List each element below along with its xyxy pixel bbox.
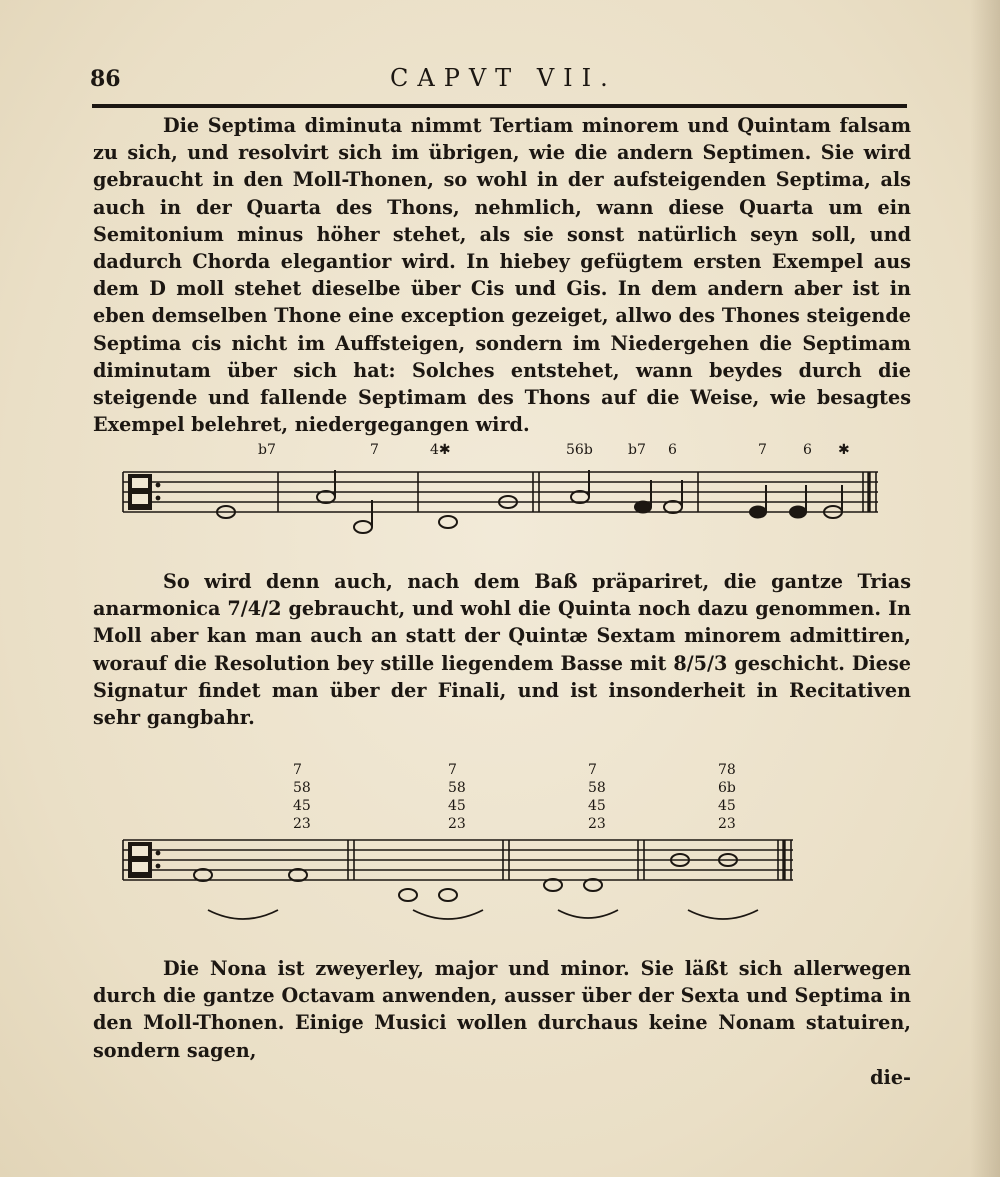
figured-bass-1 bbox=[258, 442, 850, 458]
page-number: 86 bbox=[90, 66, 121, 92]
figure-numeral: 58 bbox=[448, 780, 466, 796]
staff-example-2 bbox=[118, 760, 803, 940]
figure-numeral: 78 bbox=[718, 762, 736, 778]
figure-numeral: 7 bbox=[293, 762, 302, 778]
figure-numeral: 23 bbox=[718, 816, 736, 832]
figure-numeral: b7 bbox=[628, 442, 646, 458]
paragraph-1-text: Die Septima diminuta nimmt Tertiam minorem und Quintam falsam zu sich, und resolvirt sich im übrigen, wie die andern Septimen. Sie wird gebraucht in den Moll-Thonen, so wohl in der aufsteigenden Septima, als auch in der Quarta des Thons, nehmlich, wann diese Quarta um ein Semitonium minus höher stehet, als sie sonst natürlich seyn soll, und dadurch Chorda elegantior wird. In hiebey gefügtem ersten Exempel aus dem D moll stehet dieselbe über Cis und Gis. In dem andern aber ist in eben demselben Thone eine exception gezeiget, allwo des Thones steigende Septima cis nicht im Auffsteigen, sondern im Niedergehen die Septimam diminutam über sich hat: Solches entstehet, wann beydes durch die steigende und fallende Septimam des Thons auf die Weise, wie besagtes Exempel belehret, niedergegangen wird. bbox=[93, 114, 911, 437]
page-edge-shadow bbox=[970, 0, 1000, 1177]
figure-numeral: 7 bbox=[588, 762, 597, 778]
figure-numeral: 56b bbox=[566, 442, 593, 458]
figure-numeral: b7 bbox=[258, 442, 276, 458]
figure-numeral: 6b bbox=[718, 780, 736, 796]
staff-example-1 bbox=[118, 430, 888, 550]
running-head: CAPVT VII. bbox=[390, 64, 617, 92]
music-example-1 bbox=[118, 430, 888, 550]
head-rule bbox=[92, 104, 907, 108]
figure-numeral: 23 bbox=[588, 816, 606, 832]
figure-numeral: 7 bbox=[758, 442, 767, 458]
paragraph-septima-diminuta bbox=[93, 112, 911, 438]
figure-numeral: ✱ bbox=[838, 442, 850, 458]
figure-numeral: 58 bbox=[293, 780, 311, 796]
music-example-2 bbox=[118, 760, 803, 940]
figure-numeral: 6 bbox=[803, 442, 812, 458]
catchword: die- bbox=[870, 1065, 911, 1089]
figure-numeral: 4✱ bbox=[430, 442, 451, 458]
figure-numeral: 45 bbox=[448, 798, 466, 814]
paragraph-nona bbox=[93, 955, 911, 1091]
figure-numeral: 6 bbox=[668, 442, 677, 458]
figured-bass-2 bbox=[293, 762, 736, 832]
figure-numeral: 7 bbox=[370, 442, 379, 458]
figure-numeral: 58 bbox=[588, 780, 606, 796]
figure-numeral: 7 bbox=[448, 762, 457, 778]
figure-numeral: 45 bbox=[588, 798, 606, 814]
figure-numeral: 23 bbox=[293, 816, 311, 832]
paragraph-3-text: Die Nona ist zweyerley, major und minor. Sie läßt sich allerwegen durch die gantze Octavam anwenden, ausser über der Sexta und Septima in den Moll-Thonen. Einige Musici wollen durchaus keine Nonam statuiren, sondern sagen, bbox=[93, 957, 911, 1062]
paragraph-2-text: So wird denn auch, nach dem Baß präpariret, die gantze Trias anarmonica 7/4/2 gebraucht, und wohl die Quinta noch dazu genommen. In Moll aber kan man auch an statt der Quintæ Sextam minorem admittiren, worauf die Resolution bey stille liegendem Basse mit 8/5/3 geschicht. Diese Signatur findet man über der Finali, und ist insonderheit in Recitativen sehr gangbahr. bbox=[93, 570, 911, 730]
slurs-2 bbox=[208, 910, 758, 919]
figure-numeral: 45 bbox=[293, 798, 311, 814]
notes-2 bbox=[194, 854, 737, 901]
figure-numeral: 23 bbox=[448, 816, 466, 832]
staff-lines-2 bbox=[123, 840, 793, 880]
figure-numeral: 45 bbox=[718, 798, 736, 814]
paragraph-trias-anarmonica bbox=[93, 568, 911, 731]
